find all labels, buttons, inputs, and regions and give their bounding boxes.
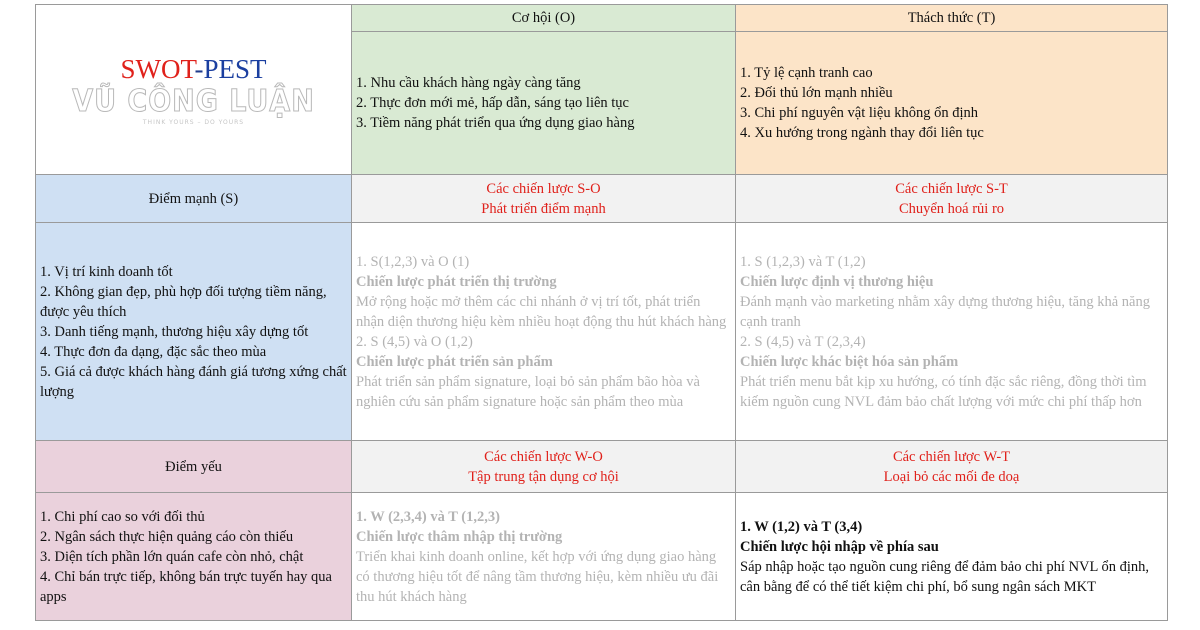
threat-item: 4. Xu hướng trong ngành thay đổi liên tục bbox=[740, 125, 984, 141]
st-strategy-2-name: Chiến lược khác biệt hóa sản phẩm bbox=[740, 353, 959, 370]
weakness-item: 2. Ngân sách thực hiện quảng cáo còn thiếu bbox=[40, 528, 294, 545]
wo-subtitle: Tập trung tận dụng cơ hội bbox=[468, 468, 619, 485]
strength-item: 2. Không gian đẹp, phù hợp đối tượng tiềm năng, được yêu thích bbox=[40, 283, 327, 320]
so-header bbox=[352, 175, 736, 223]
st-pair-2: 2. S (4,5) và T (2,3,4) bbox=[740, 333, 866, 350]
so-pair-1: 1. S(1,2,3) và O (1) bbox=[356, 253, 470, 270]
logo-pest: PEST bbox=[203, 53, 267, 84]
logo-name: VŨ CÔNG LUẬN bbox=[72, 83, 315, 119]
threats-header: Thách thức (T) bbox=[736, 5, 1168, 32]
weaknesses-header: Điểm yếu bbox=[36, 441, 352, 493]
wt-subtitle: Loại bỏ các mối đe doạ bbox=[883, 468, 1020, 485]
wt-header bbox=[736, 441, 1168, 493]
logo-swot: SWOT bbox=[120, 53, 195, 84]
so-strategy-1-desc: Mở rộng hoặc mở thêm các chi nhánh ở vị trí tốt, phát triển nhận diện thương hiệu kèm nhiều hoạt động thu hút khách hàng bbox=[356, 293, 727, 330]
opportunities-list bbox=[352, 32, 736, 175]
st-strategies bbox=[736, 223, 1168, 441]
so-strategy-2-name: Chiến lược phát triển sản phẩm bbox=[356, 353, 553, 370]
threat-item: 3. Chi phí nguyên vật liệu không ổn định bbox=[740, 105, 979, 121]
wt-strategy-1-name: Chiến lược hội nhập về phía sau bbox=[740, 538, 939, 555]
strength-item: 3. Danh tiếng mạnh, thương hiệu xây dựng tốt bbox=[40, 323, 309, 340]
swot-matrix bbox=[35, 4, 1168, 621]
logo-tagline: THINK YOURS – DO YOURS bbox=[142, 118, 245, 126]
st-pair-1: 1. S (1,2,3) và T (1,2) bbox=[740, 253, 866, 270]
strengths-header: Điểm mạnh (S) bbox=[36, 175, 352, 223]
wo-strategy-1-name: Chiến lược thâm nhập thị trường bbox=[356, 528, 563, 545]
st-header bbox=[736, 175, 1168, 223]
weakness-item: 3. Diện tích phần lớn quán cafe còn nhỏ, chật bbox=[40, 548, 304, 565]
st-strategy-1-name: Chiến lược định vị thương hiệu bbox=[740, 273, 934, 290]
weakness-item: 1. Chi phí cao so với đối thủ bbox=[40, 508, 205, 525]
so-subtitle: Phát triển điểm mạnh bbox=[481, 200, 606, 217]
st-subtitle: Chuyển hoá rủi ro bbox=[898, 200, 1005, 217]
so-strategy-1-name: Chiến lược phát triển thị trường bbox=[356, 273, 557, 290]
weaknesses-list bbox=[36, 493, 352, 621]
logo-title bbox=[40, 53, 347, 85]
logo-cell bbox=[36, 5, 352, 175]
threats-list bbox=[736, 32, 1168, 175]
wt-strategies bbox=[736, 493, 1168, 621]
opportunity-item: 3. Tiềm năng phát triển qua ứng dụng giao hàng bbox=[356, 115, 635, 131]
opportunities-header: Cơ hội (O) bbox=[352, 5, 736, 32]
wt-title: Các chiến lược W-T bbox=[892, 448, 1011, 465]
opportunity-item: 2. Thực đơn mới mẻ, hấp dẫn, sáng tạo liên tục bbox=[356, 95, 629, 111]
strengths-list bbox=[36, 223, 352, 441]
wo-strategies bbox=[352, 493, 736, 621]
so-title: Các chiến lược S-O bbox=[486, 180, 601, 197]
weakness-item: 4. Chỉ bán trực tiếp, không bán trực tuyến hay qua apps bbox=[40, 568, 332, 605]
opportunity-item: 1. Nhu cầu khách hàng ngày càng tăng bbox=[356, 75, 581, 91]
so-pair-2: 2. S (4,5) và O (1,2) bbox=[356, 333, 473, 350]
strength-item: 1. Vị trí kinh doanh tốt bbox=[40, 263, 173, 280]
st-strategy-1-desc: Đánh mạnh vào marketing nhằm xây dựng thương hiệu, tăng khả năng cạnh tranh bbox=[740, 293, 1150, 330]
strength-item: 4. Thực đơn đa dạng, đặc sắc theo mùa bbox=[40, 343, 267, 360]
strength-item: 5. Giá cả được khách hàng đánh giá tương xứng chất lượng bbox=[40, 363, 347, 400]
so-strategies bbox=[352, 223, 736, 441]
logo-dash: - bbox=[194, 53, 204, 84]
wo-header bbox=[352, 441, 736, 493]
so-strategy-2-desc: Phát triển sản phẩm signature, loại bỏ sản phẩm bão hòa và nghiên cứu sản phẩm signature hoặc sản phẩm theo mùa bbox=[356, 373, 700, 410]
wt-strategy-1-desc: Sáp nhập hoặc tạo nguồn cung riêng để đảm bảo chi phí NVL ổn định, cân bằng để có thể tiết kiệm chi phí, bổ sung ngân sách MKT bbox=[740, 558, 1149, 595]
st-strategy-2-desc: Phát triển menu bắt kịp xu hướng, có tính đặc sắc riêng, đồng thời tìm kiếm nguồn cung NVL đảm bảo chất lượng với mức chi phí thấp hơn bbox=[740, 373, 1147, 410]
threat-item: 1. Tỷ lệ cạnh tranh cao bbox=[740, 65, 873, 81]
threat-item: 2. Đối thủ lớn mạnh nhiều bbox=[740, 85, 893, 101]
wt-pair-1: 1. W (1,2) và T (3,4) bbox=[740, 518, 863, 535]
wo-pair-1: 1. W (2,3,4) và T (1,2,3) bbox=[356, 508, 500, 525]
wo-title: Các chiến lược W-O bbox=[484, 448, 603, 465]
st-title: Các chiến lược S-T bbox=[895, 180, 1008, 197]
wo-strategy-1-desc: Triển khai kinh doanh online, kết hợp với ứng dụng giao hàng có thương hiệu tốt để nâng tầm thương hiệu, kèm nhiều ưu đãi thu hút khách hàng bbox=[356, 548, 719, 605]
